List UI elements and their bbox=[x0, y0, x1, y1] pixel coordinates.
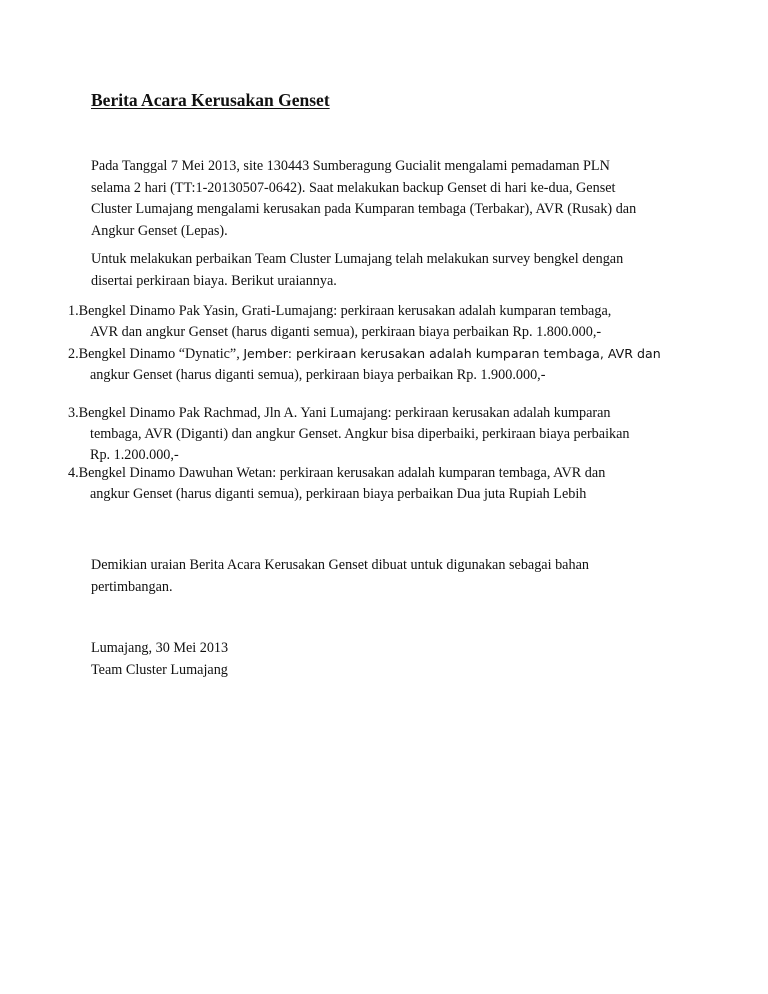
intro-line: selama 2 hari (TT:1-20130507-0642). Saat melakukan backup Genset di hari ke-dua, Genset bbox=[91, 179, 616, 196]
list-item-line: angkur Genset (harus diganti semua), perkiraan biaya perbaikan Rp. 1.900.000,- bbox=[90, 367, 546, 383]
workshop-item-4 bbox=[68, 463, 688, 505]
intro-line: Angkur Genset (Lepas). bbox=[91, 222, 228, 239]
workshop-item-2 bbox=[68, 343, 688, 386]
place-date: Lumajang, 30 Mei 2013 bbox=[91, 640, 229, 656]
list-item-line: Rp. 1.200.000,- bbox=[90, 447, 179, 463]
intro-line: Pada Tanggal 7 Mei 2013, site 130443 Sumberagung Gucialit mengalami pemadaman PLN bbox=[91, 158, 610, 174]
survey-paragraph bbox=[91, 249, 691, 292]
closing-line: Demikian uraian Berita Acara Kerusakan Genset dibuat untuk digunakan sebagai bahan bbox=[91, 557, 589, 573]
list-item-line: 1.Bengkel Dinamo Pak Yasin, Grati-Lumajang: perkiraan kerusakan adalah kumparan tembaga, bbox=[68, 303, 612, 319]
closing-line: pertimbangan. bbox=[91, 578, 173, 595]
list-item-line-serif: 2.Bengkel Dinamo “Dynatic”, bbox=[68, 346, 244, 362]
document-title: Berita Acara Kerusakan Genset bbox=[91, 90, 330, 110]
closing-paragraph bbox=[91, 555, 691, 598]
workshop-item-1 bbox=[68, 301, 688, 343]
list-item-line: angkur Genset (harus diganti semua), perkiraan biaya perbaikan Dua juta Rupiah Lebih bbox=[90, 486, 587, 502]
list-item-line-sans: Jember: perkiraan kerusakan adalah kumparan tembaga, AVR dan bbox=[243, 346, 661, 361]
survey-line: disertai perkiraan biaya. Berikut uraiannya. bbox=[91, 272, 337, 289]
signature-block bbox=[91, 638, 691, 681]
list-item-line: 3.Bengkel Dinamo Pak Rachmad, Jln A. Yani Lumajang: perkiraan kerusakan adalah kumparan bbox=[68, 405, 611, 421]
intro-line: Cluster Lumajang mengalami kerusakan pada Kumparan tembaga (Terbakar), AVR (Rusak) dan bbox=[91, 201, 637, 217]
list-item-line: AVR dan angkur Genset (harus diganti semua), perkiraan biaya perbaikan Rp. 1.800.000,- bbox=[90, 324, 602, 340]
survey-line: Untuk melakukan perbaikan Team Cluster Lumajang telah melakukan survey bengkel dengan bbox=[91, 251, 624, 267]
workshop-item-3 bbox=[68, 403, 688, 466]
intro-paragraph bbox=[91, 156, 691, 242]
list-item-line: 4.Bengkel Dinamo Dawuhan Wetan: perkiraan kerusakan adalah kumparan tembaga, AVR dan bbox=[68, 465, 606, 481]
list-item-line: tembaga, AVR (Diganti) dan angkur Genset. Angkur bisa diperbaiki, perkiraan biaya perbaikan bbox=[90, 426, 630, 442]
signatory: Team Cluster Lumajang bbox=[91, 661, 228, 678]
list-item-line bbox=[68, 343, 688, 365]
